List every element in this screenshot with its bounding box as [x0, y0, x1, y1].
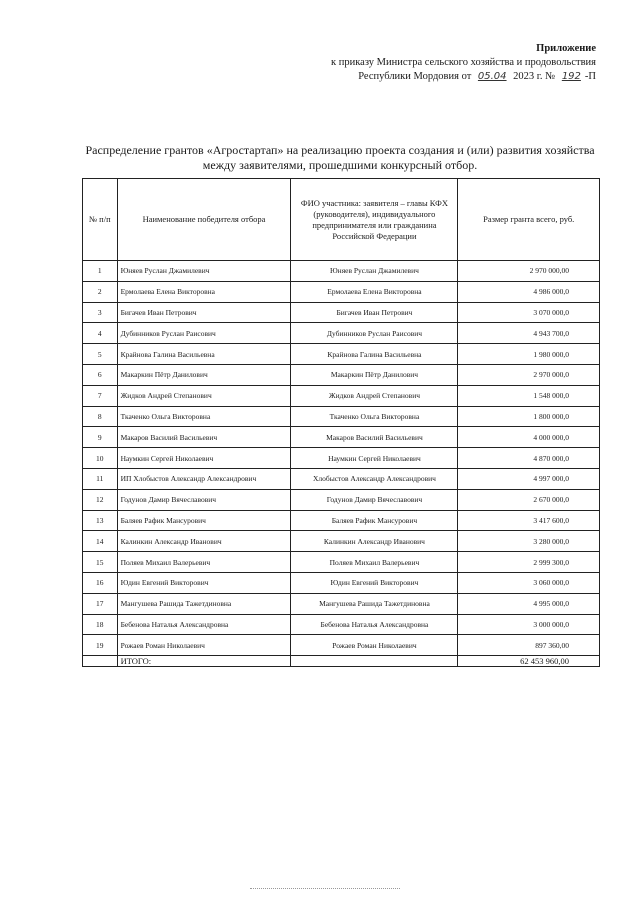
- row-amount: 1 980 000,0: [458, 344, 600, 365]
- row-name: Мангушева Рашида Тажетдиновна: [117, 593, 291, 614]
- order-date-line: [331, 70, 596, 84]
- row-fio: Годунов Дамир Вячеславович: [291, 489, 458, 510]
- row-name: Годунов Дамир Вячеславович: [117, 489, 291, 510]
- total-amount: 62 453 960,00: [458, 656, 600, 667]
- row-amount: 4 995 000,0: [458, 593, 600, 614]
- row-num: 2: [83, 281, 118, 302]
- table-row: [83, 552, 600, 573]
- row-num: 8: [83, 406, 118, 427]
- row-name: Макаров Василий Васильевич: [117, 427, 291, 448]
- row-amount: 3 417 600,0: [458, 510, 600, 531]
- table-row: [83, 406, 600, 427]
- table-row: [83, 468, 600, 489]
- table-row: [83, 572, 600, 593]
- total-row: [83, 656, 600, 667]
- row-name: Бебенова Наталья Александровна: [117, 614, 291, 635]
- document-header: [331, 42, 596, 84]
- row-name: Поляев Михаил Валерьевич: [117, 552, 291, 573]
- table-row: [83, 281, 600, 302]
- row-amount: 2 970 000,0: [458, 364, 600, 385]
- table-row: [83, 364, 600, 385]
- row-amount: 1 800 000,0: [458, 406, 600, 427]
- row-fio: Мангушева Рашида Тажетдиновна: [291, 593, 458, 614]
- grants-table: [82, 178, 600, 667]
- row-num: 9: [83, 427, 118, 448]
- order-date: 05.04: [477, 71, 507, 82]
- table-row: [83, 614, 600, 635]
- row-name: Бигачев Иван Петрович: [117, 302, 291, 323]
- order-reference-line: к приказу Министра сельского хозяйства и продовольствия: [331, 57, 596, 68]
- row-fio: Рожаев Роман Николаевич: [291, 635, 458, 656]
- table-row: [83, 593, 600, 614]
- row-num: 4: [83, 323, 118, 344]
- row-amount: 3 070 000,0: [458, 302, 600, 323]
- row-num: 11: [83, 468, 118, 489]
- row-fio: Поляев Михаил Валерьевич: [291, 552, 458, 573]
- row-num: 5: [83, 344, 118, 365]
- table-row: [83, 344, 600, 365]
- row-name: Юняев Руслан Джамилевич: [117, 261, 291, 282]
- row-amount: 3 060 000,0: [458, 572, 600, 593]
- order-date-prefix: Республики Мордовия от: [358, 71, 472, 82]
- table-row: [83, 635, 600, 656]
- table-row: [83, 323, 600, 344]
- row-fio: Макаров Василий Васильевич: [291, 427, 458, 448]
- table-row: [83, 489, 600, 510]
- table-row: [83, 261, 600, 282]
- row-fio: Юняев Руслан Джамилевич: [291, 261, 458, 282]
- row-name: Калинкин Александр Иванович: [117, 531, 291, 552]
- row-name: Баляев Рафик Мансурович: [117, 510, 291, 531]
- document-title: [60, 143, 620, 173]
- row-name: Ермолаева Елена Викторовна: [117, 281, 291, 302]
- row-amount: 3 280 000,0: [458, 531, 600, 552]
- row-fio: Хлобыстов Александр Александрович: [291, 468, 458, 489]
- row-amount: 2 970 000,00: [458, 261, 600, 282]
- row-amount: 1 548 000,0: [458, 385, 600, 406]
- row-num: 12: [83, 489, 118, 510]
- row-fio: Ткаченко Ольга Викторовна: [291, 406, 458, 427]
- table-header-row: [83, 179, 600, 261]
- row-amount: 4 000 000,0: [458, 427, 600, 448]
- table-row: [83, 385, 600, 406]
- total-num-cell: [83, 656, 118, 667]
- table-body: [83, 261, 600, 656]
- row-fio: Крайнова Галина Васильевна: [291, 344, 458, 365]
- row-fio: Баляев Рафик Мансурович: [291, 510, 458, 531]
- row-num: 3: [83, 302, 118, 323]
- table-row: [83, 510, 600, 531]
- order-year: 2023 г. №: [513, 71, 556, 82]
- row-amount: 3 000 000,0: [458, 614, 600, 635]
- row-amount: 4 943 700,0: [458, 323, 600, 344]
- header-name: Наименование победителя отбора: [117, 179, 291, 261]
- row-num: 18: [83, 614, 118, 635]
- row-num: 19: [83, 635, 118, 656]
- row-num: 6: [83, 364, 118, 385]
- header-num: № п/п: [83, 179, 118, 261]
- row-name: Рожаев Роман Николаевич: [117, 635, 291, 656]
- table-row: [83, 427, 600, 448]
- row-fio: Юдин Евгений Викторович: [291, 572, 458, 593]
- row-name: ИП Хлобыстов Александр Александрович: [117, 468, 291, 489]
- row-name: Ткаченко Ольга Викторовна: [117, 406, 291, 427]
- row-name: Крайнова Галина Васильевна: [117, 344, 291, 365]
- row-name: Макаркин Пётр Данилович: [117, 364, 291, 385]
- row-fio: Жидков Андрей Степанович: [291, 385, 458, 406]
- row-name: Наумкин Сергей Николаевич: [117, 448, 291, 469]
- order-suffix: -П: [584, 71, 596, 82]
- row-fio: Ермолаева Елена Викторовна: [291, 281, 458, 302]
- row-amount: 2 999 300,0: [458, 552, 600, 573]
- row-num: 15: [83, 552, 118, 573]
- row-fio: Наумкин Сергей Николаевич: [291, 448, 458, 469]
- row-num: 10: [83, 448, 118, 469]
- table-row: [83, 531, 600, 552]
- row-amount: 897 360,00: [458, 635, 600, 656]
- row-num: 13: [83, 510, 118, 531]
- row-amount: 2 670 000,0: [458, 489, 600, 510]
- row-name: Юдин Евгений Викторович: [117, 572, 291, 593]
- row-num: 17: [83, 593, 118, 614]
- total-label: ИТОГО:: [117, 656, 291, 667]
- title-line-1: Распределение грантов «Агростартап» на реализацию проекта создания и (или) развития хозяйства: [85, 143, 595, 157]
- row-amount: 4 870 000,0: [458, 448, 600, 469]
- row-fio: Бигачев Иван Петрович: [291, 302, 458, 323]
- table-row: [83, 302, 600, 323]
- row-fio: Дубинников Руслан Раисович: [291, 323, 458, 344]
- row-num: 16: [83, 572, 118, 593]
- row-num: 1: [83, 261, 118, 282]
- header-amount: Размер гранта всего, руб.: [458, 179, 600, 261]
- row-fio: Макаркин Пётр Данилович: [291, 364, 458, 385]
- table-row: [83, 448, 600, 469]
- row-num: 14: [83, 531, 118, 552]
- row-amount: 4 997 000,0: [458, 468, 600, 489]
- row-name: Дубинников Руслан Раисович: [117, 323, 291, 344]
- order-number: 192: [561, 71, 581, 82]
- header-fio: ФИО участника: заявителя – главы КФХ (руководителя), индивидуального предпринимателя или гражданина Российской Федерации: [291, 179, 458, 261]
- appendix-title: Приложение: [536, 43, 596, 54]
- row-fio: Калинкин Александр Иванович: [291, 531, 458, 552]
- title-line-2: между заявителями, прошедшими конкурсный отбор.: [202, 158, 478, 172]
- row-num: 7: [83, 385, 118, 406]
- row-amount: 4 986 000,0: [458, 281, 600, 302]
- bottom-dotted-line: [250, 888, 400, 889]
- row-name: Жидков Андрей Степанович: [117, 385, 291, 406]
- row-fio: Бебенова Наталья Александровна: [291, 614, 458, 635]
- total-fio-cell: [291, 656, 458, 667]
